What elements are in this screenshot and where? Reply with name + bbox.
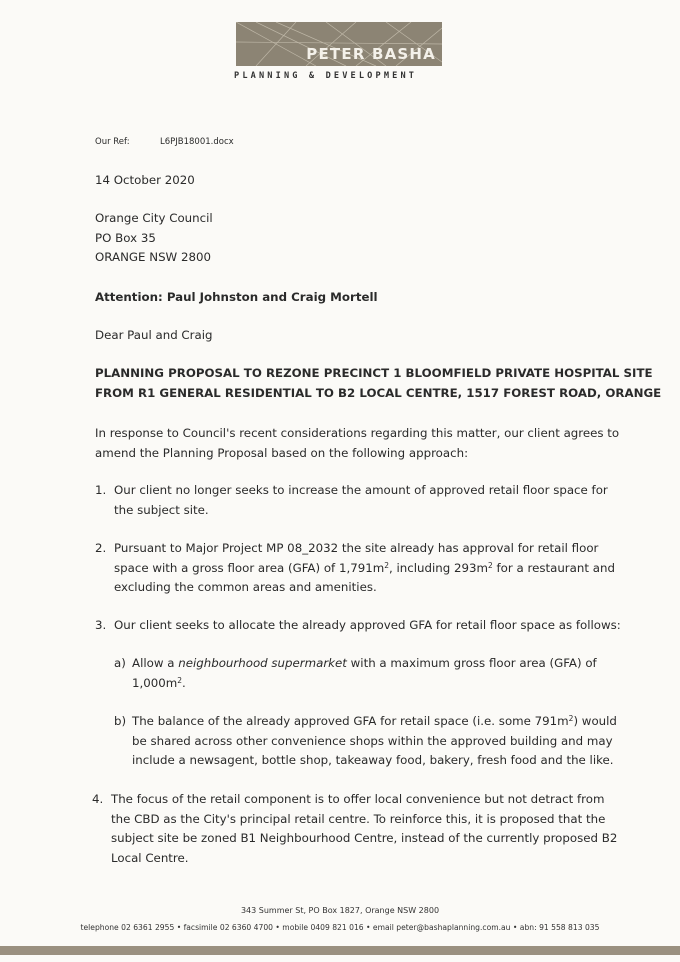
superscript: 2 [384,560,390,570]
address-line: PO Box 35 [95,230,156,245]
list-item [111,790,617,868]
item-line: Our client seeks to allocate the already approved GFA for retail floor space as follows: [114,618,621,632]
item-line [132,674,597,694]
footer-address: 343 Summer St, PO Box 1827, Orange NSW 2800 [240,906,440,915]
item-line: the subject site. [114,502,209,517]
item-text: space with a gross floor area (GFA) of 1,791m [114,560,385,575]
list-number: 2. [95,541,107,555]
list-number: 3. [95,618,107,632]
sublist-item [132,712,617,771]
company-logo [236,22,442,66]
sublist-item [132,654,597,693]
item-line: Our client no longer seeks to increase the amount of approved retail floor space for [114,483,608,497]
item-text: The balance of the already approved GFA for retail space (i.e. some 791m [132,714,569,728]
item-text: , including 293m [389,560,488,575]
item-line: Pursuant to Major Project MP 08_2032 the site already has approval for retail floor [114,541,599,555]
address-line: Orange City Council [95,211,213,225]
letter-date: 14 October 2020 [95,173,195,187]
sublist-letter: a) [114,656,126,670]
attention-line: Attention: Paul Johnston and Craig Mortell [95,290,378,304]
reference-label: Our Ref: [95,137,130,147]
salutation: Dear Paul and Craig [95,328,213,342]
item-line: include a newsagent, bottle shop, takeaway food, bakery, fresh food and the like. [132,753,614,767]
item-text: Allow a [132,656,179,670]
item-line [132,654,597,674]
recipient-address [95,209,213,268]
superscript: 2 [488,560,493,570]
item-text: 1,000m [132,675,178,690]
item-text: . [182,675,186,690]
subject-line: FROM R1 GENERAL RESIDENTIAL TO B2 LOCAL CENTRE, 1517 FOREST ROAD, ORANGE [95,385,662,400]
reference-value: L6PJB18001.docx [160,137,234,147]
list-item [114,481,608,520]
item-text: ) would [573,714,617,728]
item-line: excluding the common areas and amenities. [114,580,377,594]
superscript: 2 [568,714,574,723]
footer-bar [0,946,680,955]
list-number: 4. [92,792,104,806]
brand-name: PETER BASHA [306,45,436,63]
brand-tagline: PLANNING & DEVELOPMENT [234,71,418,81]
address-line: ORANGE NSW 2800 [95,250,211,264]
item-line: be shared across other convenience shops within the approved building and may [132,733,613,748]
intro-line: amend the Planning Proposal based on the following approach: [95,445,469,460]
item-text: with a maximum gross floor area (GFA) of [346,656,597,670]
subject-line: PLANNING PROPOSAL TO REZONE PRECINCT 1 BLOOMFIELD PRIVATE HOSPITAL SITE [95,366,653,380]
list-item [114,616,621,636]
item-line: subject site be zoned B1 Neighbourhood Centre, instead of the currently proposed B2 [111,831,618,845]
list-number: 1. [95,483,107,497]
footer-contacts: telephone 02 6361 2955 • facsimile 02 6360 4700 • mobile 0409 821 016 • email peter@bashaplanning.com.au • abn: 91 558 813 035 [80,923,600,932]
item-line: The focus of the retail component is to offer local convenience but not detract from [111,792,605,806]
item-line [132,712,617,732]
intro-paragraph [95,424,619,463]
item-emphasis: neighbourhood supermarket [178,656,347,670]
item-line: Local Centre. [111,850,189,865]
item-line: the CBD as the City's principal retail centre. To reinforce this, it is proposed that the [111,811,606,826]
sublist-letter: b) [114,714,127,728]
superscript: 2 [177,675,183,685]
intro-line: In response to Council's recent considerations regarding this matter, our client agrees to [95,426,620,440]
item-line [114,559,615,579]
item-text: for a restaurant and [492,560,615,575]
list-item [114,539,615,598]
subject-heading [95,364,661,403]
